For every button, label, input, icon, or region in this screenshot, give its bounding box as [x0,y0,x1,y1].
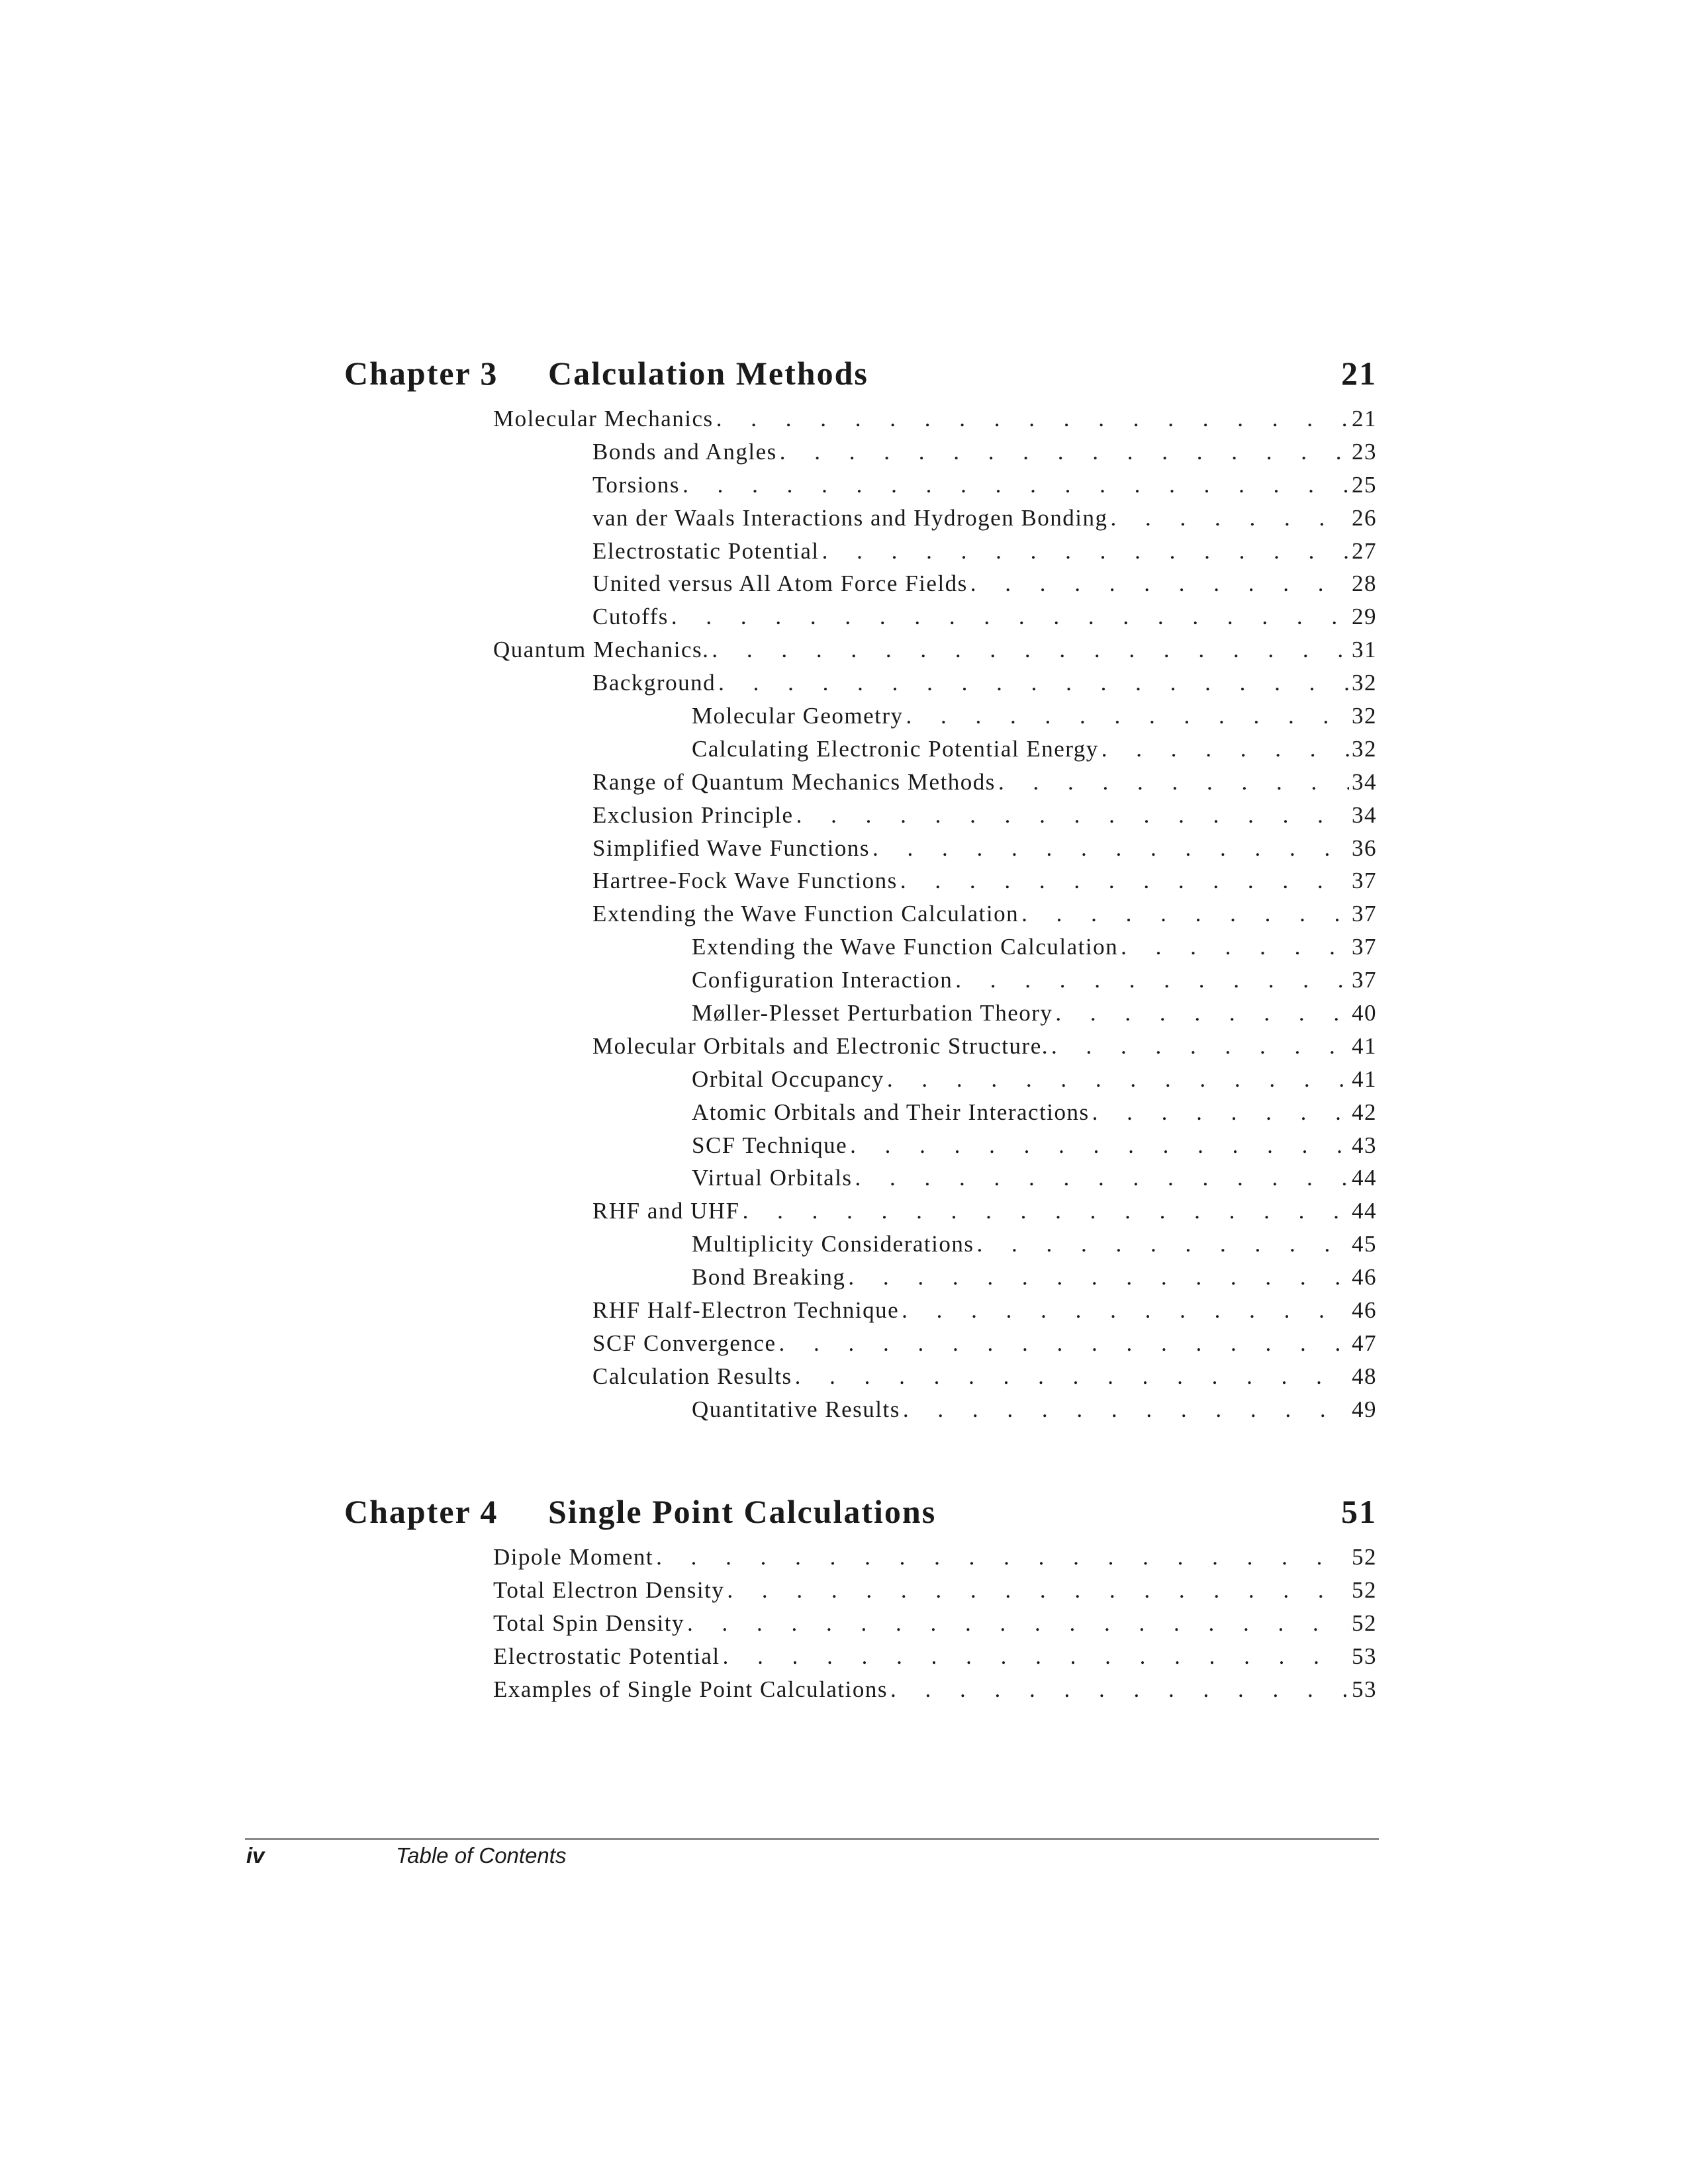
toc-entry[interactable] [344,868,1377,901]
toc-entry[interactable] [344,505,1377,538]
toc-entry[interactable] [344,934,1377,967]
toc-entry-title: Background [592,670,716,696]
toc-entry-title: Molecular Geometry [692,703,904,729]
toc-entry[interactable] [344,1396,1377,1430]
toc-entry[interactable] [344,538,1377,571]
dot-leader [795,1363,1349,1390]
chapter-page-number: 51 [1341,1493,1377,1530]
toc-entry[interactable] [344,1132,1377,1165]
toc-entry[interactable] [344,1363,1377,1396]
chapter-page-number: 21 [1341,355,1377,392]
dot-leader [970,570,1349,597]
dot-leader [976,1231,1349,1257]
toc-entry[interactable] [344,406,1377,439]
toc-entry-list [344,1544,1377,1709]
toc-entry[interactable] [344,1297,1377,1330]
dot-leader [779,1330,1349,1357]
dot-leader [890,1676,1349,1703]
toc-entry-page-number: 52 [1352,1576,1377,1603]
toc-entry-page-number: 25 [1352,471,1377,498]
dot-leader [998,769,1349,796]
toc-entry-title: Calculation Results [592,1363,792,1389]
dot-leader [718,670,1349,696]
toc-entry-page-number: 43 [1352,1132,1377,1158]
dot-leader [955,967,1349,993]
toc-entry-title: Range of Quantum Mechanics Methods [592,768,996,795]
toc-entry-page-number: 46 [1352,1264,1377,1291]
toc-entry-title: Virtual Orbitals [692,1165,853,1191]
toc-entry-title: van der Waals Interactions and Hydrogen Bonding [592,504,1108,531]
toc-entry[interactable] [344,1643,1377,1676]
dot-leader [1121,934,1349,960]
toc-entry-title: Exclusion Principle [592,801,794,828]
toc-entry-title: Examples of Single Point Calculations [493,1676,888,1702]
toc-entry-list [344,406,1377,1430]
toc-entry-title: Molecular Mechanics [493,406,714,432]
toc-entry-title: Molecular Orbitals and Electronic Structure. [592,1032,1049,1059]
toc-entry[interactable] [344,670,1377,703]
dot-leader [1102,736,1349,762]
toc-entry[interactable] [344,1198,1377,1231]
toc-entry-title: Multiplicity Considerations [692,1231,974,1257]
toc-entry[interactable] [344,835,1377,868]
toc-entry-page-number: 37 [1352,868,1377,894]
toc-entry[interactable] [344,1165,1377,1198]
toc-entry-title: SCF Technique [692,1132,848,1158]
toc-entry[interactable] [344,439,1377,472]
dot-leader [1092,1099,1349,1126]
toc-entry-title: Configuration Interaction [692,967,953,993]
toc-entry[interactable] [344,967,1377,1000]
dot-leader [687,1610,1349,1637]
toc-entry[interactable] [344,472,1377,505]
chapter-title: Calculation Methods [548,355,868,392]
toc-entry-title: Bonds and Angles [592,438,777,465]
dot-leader [723,1643,1349,1670]
toc-entry-page-number: 34 [1352,801,1377,828]
toc-entry[interactable] [344,1676,1377,1709]
dot-leader [656,1544,1349,1570]
dot-leader [780,439,1349,465]
toc-entry[interactable] [344,604,1377,637]
dot-leader [712,637,1349,663]
toc-entry-page-number: 29 [1352,604,1377,630]
toc-entry-title: Electrostatic Potential [592,537,820,564]
toc-entry[interactable] [344,1544,1377,1577]
footer-section-title: Table of Contents [396,1843,567,1868]
toc-entry-page-number: 32 [1352,670,1377,696]
toc-entry-page-number: 32 [1352,703,1377,729]
toc-entry-title: Extending the Wave Function Calculation [592,901,1019,927]
toc-entry[interactable] [344,1099,1377,1132]
dot-leader [903,1396,1349,1423]
dot-leader [1021,901,1349,927]
dot-leader [855,1165,1349,1191]
toc-entry-page-number: 32 [1352,735,1377,762]
toc-entry-title: United versus All Atom Force Fields [592,570,968,597]
dot-leader [671,604,1349,630]
toc-entry-page-number: 44 [1352,1198,1377,1224]
toc-entry-title: Dipole Moment [493,1544,654,1570]
toc-entry-page-number: 53 [1352,1643,1377,1669]
footer-divider [245,1838,1379,1840]
toc-entry-page-number: 28 [1352,570,1377,597]
dot-leader [906,703,1349,729]
toc-entry[interactable] [344,637,1377,670]
footer-page-number: iv [246,1843,265,1868]
toc-entry-page-number: 49 [1352,1396,1377,1422]
dot-leader [848,1264,1349,1291]
dot-leader [727,1577,1349,1604]
toc-entry[interactable] [344,1066,1377,1099]
toc-entry-title: Møller-Plesset Perturbation Theory [692,1000,1053,1026]
toc-entry-title: Quantitative Results [692,1396,900,1422]
toc-entry-page-number: 41 [1352,1066,1377,1092]
toc-entry-title: SCF Convergence [592,1330,776,1356]
chapter-label: Chapter 4 [344,1493,498,1530]
toc-entry[interactable] [344,802,1377,835]
dot-leader [902,1297,1349,1324]
toc-entry-page-number: 37 [1352,967,1377,993]
toc-entry[interactable] [344,901,1377,934]
toc-entry-title: Torsions [592,471,680,498]
toc-entry-title: Hartree-Fock Wave Functions [592,868,898,894]
toc-entry-title: Bond Breaking [692,1264,846,1291]
chapter-3-section [344,354,1377,1430]
toc-entry-page-number: 41 [1352,1032,1377,1059]
chapter-4-section [344,1492,1377,1709]
toc-entry-title: Cutoffs [592,604,669,630]
toc-entry-page-number: 48 [1352,1363,1377,1389]
toc-entry[interactable] [344,1610,1377,1643]
toc-entry-title: Orbital Occupancy [692,1066,884,1092]
dot-leader [743,1198,1349,1224]
toc-entry-page-number: 47 [1352,1330,1377,1356]
toc-entry-page-number: 45 [1352,1231,1377,1257]
toc-entry[interactable] [344,1231,1377,1264]
dot-leader [682,472,1349,498]
chapter-title: Single Point Calculations [548,1493,937,1530]
toc-entry-page-number: 26 [1352,504,1377,531]
toc-entry-page-number: 52 [1352,1610,1377,1636]
toc-entry[interactable] [344,1577,1377,1610]
toc-entry-page-number: 53 [1352,1676,1377,1702]
toc-entry-title: Total Spin Density [493,1610,684,1636]
toc-entry-title: Atomic Orbitals and Their Interactions [692,1099,1090,1125]
toc-entry-title: Extending the Wave Function Calculation [692,934,1119,960]
toc-entry-title: Total Electron Density [493,1576,725,1603]
toc-entry-title: Calculating Electronic Potential Energy [692,735,1099,762]
dot-leader [822,538,1349,565]
dot-leader [1055,1000,1349,1026]
chapter-heading[interactable] [344,354,1377,400]
toc-entry-page-number: 37 [1352,901,1377,927]
toc-entry-page-number: 27 [1352,537,1377,564]
dot-leader [1111,505,1349,531]
toc-entry[interactable] [344,1330,1377,1363]
toc-entry[interactable] [344,736,1377,769]
dot-leader [887,1066,1349,1093]
dot-leader [1051,1033,1349,1060]
toc-entry-page-number: 40 [1352,1000,1377,1026]
dot-leader [850,1132,1349,1159]
toc-entry-page-number: 36 [1352,835,1377,861]
toc-entry-title: Simplified Wave Functions [592,835,870,861]
dot-leader [900,868,1349,894]
chapter-heading[interactable] [344,1492,1377,1539]
toc-entry[interactable] [344,703,1377,736]
toc-entry-page-number: 46 [1352,1297,1377,1324]
toc-entry-title: RHF and UHF [592,1198,740,1224]
dot-leader [796,802,1349,829]
toc-entry-title: RHF Half-Electron Technique [592,1297,900,1324]
toc-entry[interactable] [344,1264,1377,1297]
toc-entry[interactable] [344,769,1377,802]
dot-leader [872,835,1349,862]
toc-entry-page-number: 44 [1352,1165,1377,1191]
toc-entry-page-number: 34 [1352,768,1377,795]
dot-leader [716,406,1349,432]
toc-entry-page-number: 21 [1352,406,1377,432]
toc-entry-title: Quantum Mechanics. [493,637,710,663]
toc-entry-page-number: 31 [1352,637,1377,663]
chapter-label: Chapter 3 [344,355,498,392]
toc-entry-page-number: 23 [1352,438,1377,465]
toc-entry[interactable] [344,1033,1377,1066]
toc-entry-page-number: 52 [1352,1544,1377,1570]
toc-entry-page-number: 42 [1352,1099,1377,1125]
toc-entry-page-number: 37 [1352,934,1377,960]
toc-entry-title: Electrostatic Potential [493,1643,720,1669]
toc-entry[interactable] [344,1000,1377,1033]
toc-entry[interactable] [344,570,1377,604]
